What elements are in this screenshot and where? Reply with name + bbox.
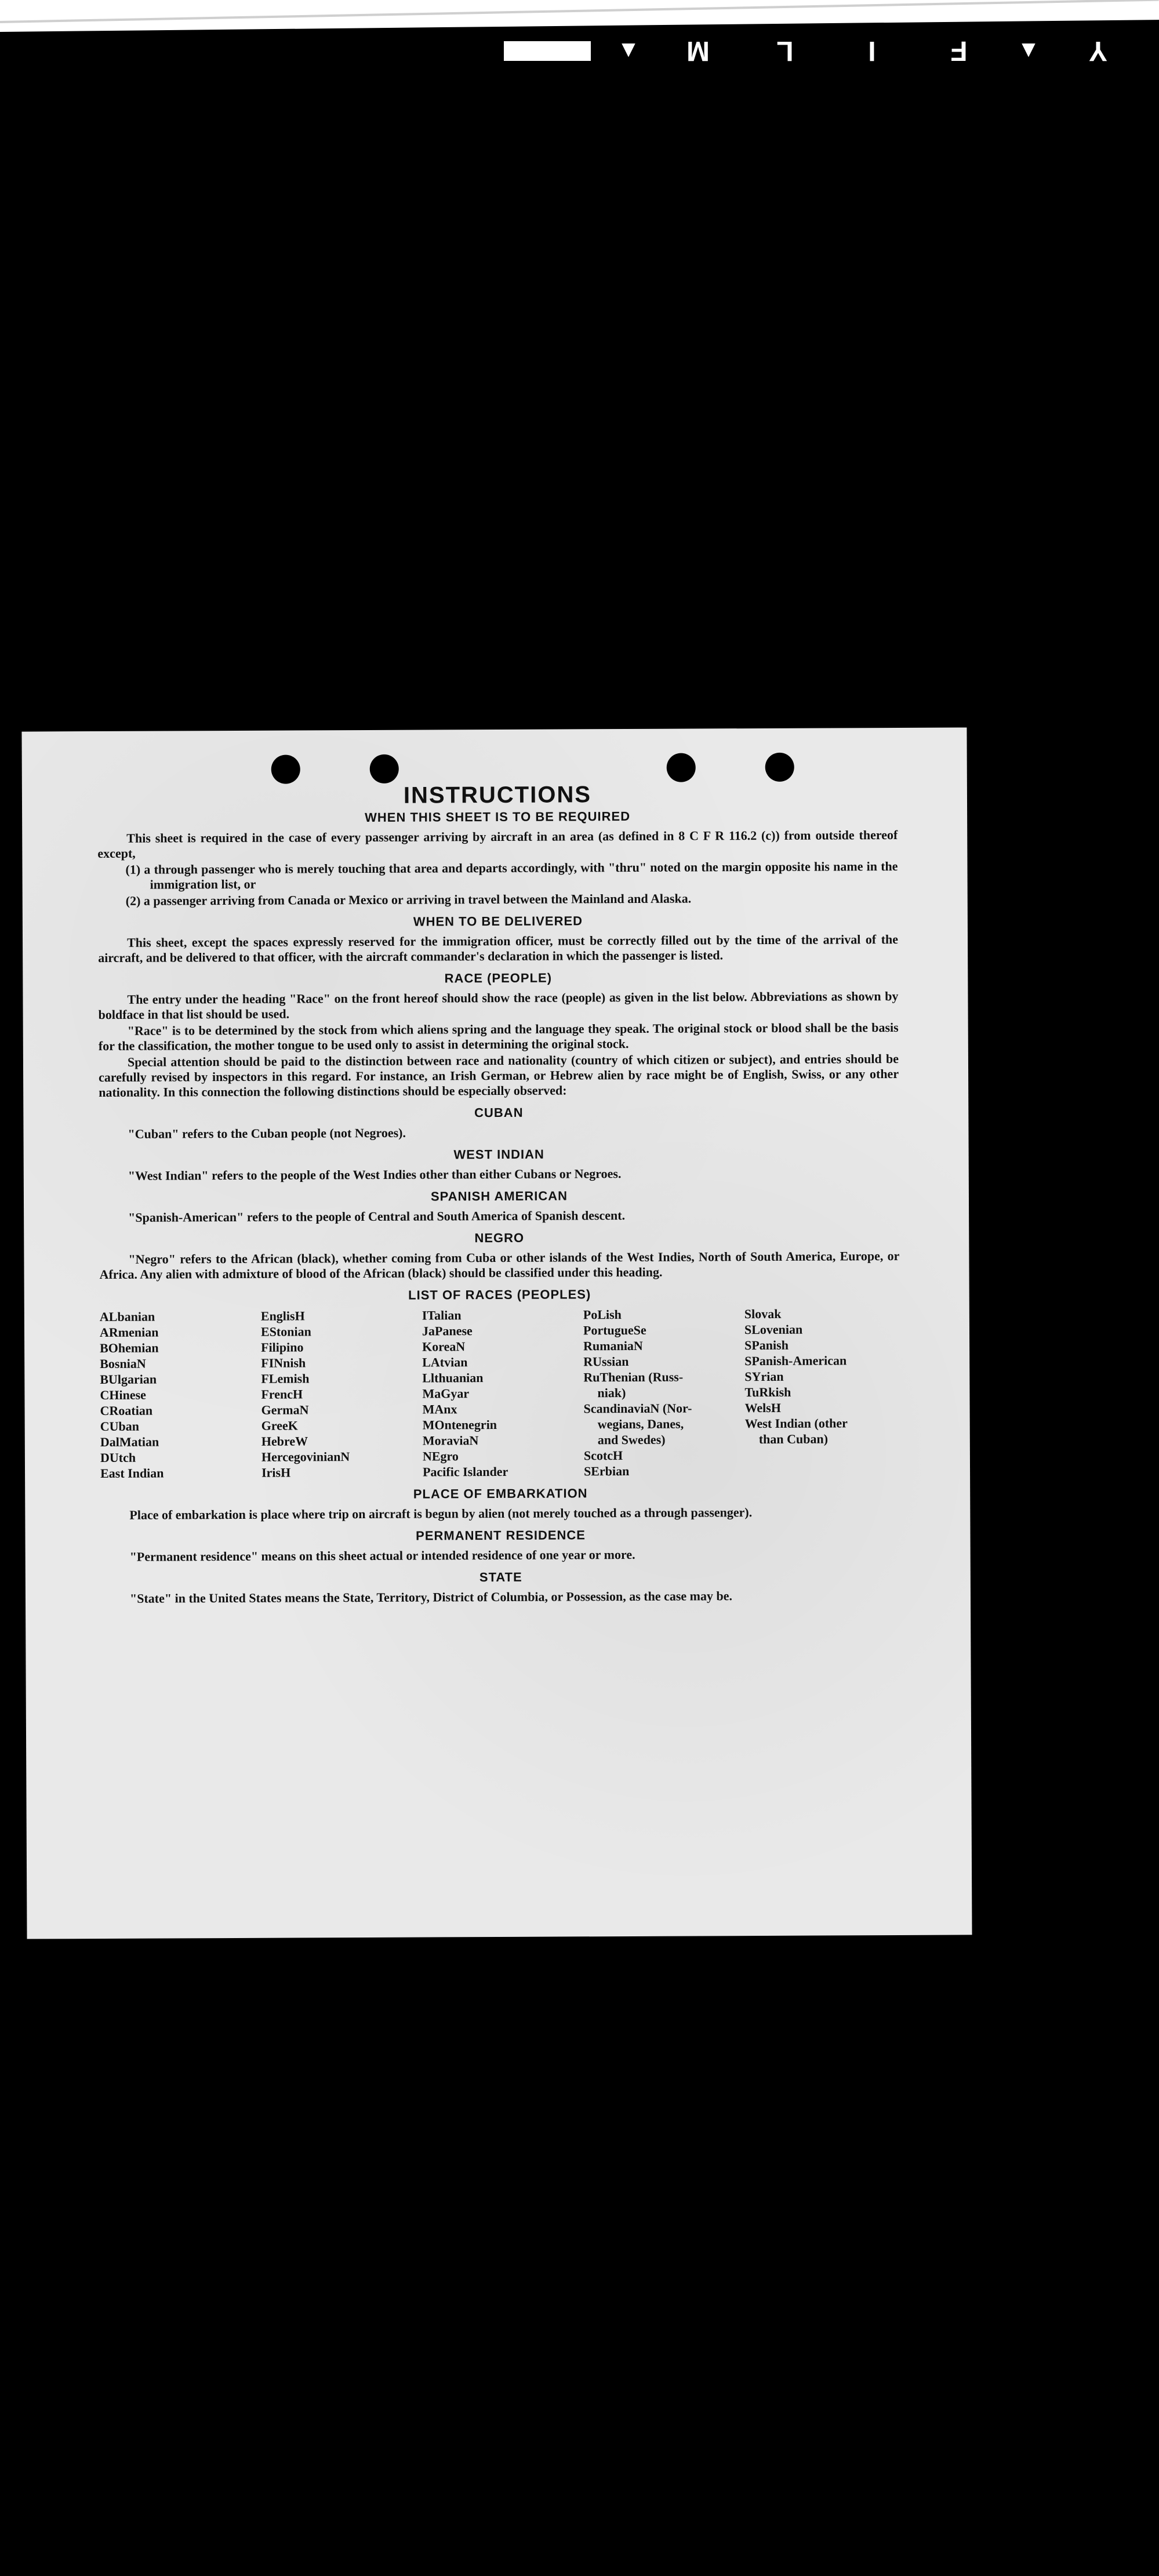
race-entry: FINnish — [261, 1355, 306, 1370]
section-paragraph: The entry under the heading "Race" on the front hereof should show the race (people) as given in the list below. Abbreviations as shown by boldface in that list should be used. — [98, 988, 899, 1022]
section-paragraph: Special attention should be paid to the distinction between race and nationality (country of which citizen or subject), and entries should be carefully revised by inspectors in this regard. For instance, an Irish German, or Hebrew alien by race might be of English, Swiss, or any other nationality. In this connection the following distinctions should be especially observed: — [99, 1051, 899, 1100]
race-entry: MaGyar — [422, 1386, 470, 1401]
race-entry: MAnx — [422, 1402, 457, 1417]
section-paragraph: "Race" is to be determined by the stock from which aliens spring and the language they speak. The original stock or blood shall be the basis for the classification, the mother tongue to be used only to assist in determining the original stock. — [98, 1019, 899, 1053]
race-entry: ALbanian — [99, 1309, 155, 1324]
section-paragraph: "Spanish-American" refers to the people of Central and South America of Spanish descent. — [128, 1208, 626, 1225]
race-entry: CUban — [100, 1418, 139, 1434]
film-triangle-icon: ▲ — [617, 38, 640, 64]
section-paragraph: "West Indian" refers to the people of the West Indies other than either Cubans or Negroes. — [128, 1166, 622, 1183]
film-strip-markings — [504, 35, 1142, 67]
section-heading: CUBAN — [474, 1105, 524, 1120]
section-paragraph: "State" in the United States means the State, Territory, District of Columbia, or Possession, as the case may be. — [129, 1588, 733, 1606]
section-paragraph: This sheet, except the spaces expressly reserved for the immigration officer, must be correctly filled out by the time of the arrival of the aircraft, and be delivered to that officer, with the aircraft commander's declaration in which the passenger is listed. — [98, 931, 899, 965]
section-heading: SPANISH AMERICAN — [430, 1188, 568, 1204]
races-list — [100, 1305, 900, 1481]
race-entry: JaPanese — [422, 1323, 473, 1338]
races-column — [422, 1307, 578, 1479]
film-letter-y: Y — [1089, 35, 1108, 66]
race-entry: RumaniaN — [583, 1338, 643, 1354]
section-heading: WEST INDIAN — [453, 1146, 544, 1162]
race-entry: FrencH — [261, 1387, 303, 1402]
race-entry: GreeK — [261, 1418, 298, 1433]
race-entry: MoraviaN — [422, 1433, 479, 1448]
race-entry: RUssian — [583, 1354, 629, 1369]
race-entry: wegians, Danes, — [597, 1416, 684, 1432]
race-entry: Llthuanian — [422, 1370, 484, 1385]
document-page — [21, 727, 972, 1939]
race-entry: CHinese — [100, 1387, 146, 1402]
race-entry: MOntenegrin — [422, 1417, 497, 1432]
race-entry: IrisH — [261, 1465, 291, 1480]
races-column — [100, 1308, 256, 1481]
race-entry: PortugueSe — [583, 1322, 646, 1338]
races-column — [744, 1305, 900, 1478]
race-entry: GermaN — [261, 1402, 309, 1417]
punch-hole — [765, 753, 794, 782]
race-entry: SLovenian — [744, 1322, 803, 1337]
races-heading: LIST OF RACES (PEOPLES) — [408, 1287, 591, 1302]
exception-item: (1) a through passenger who is merely touching that area and departs accordingly, with "thru" noted on the margin opposite his name in the immigration list, or — [125, 858, 898, 892]
punch-hole — [667, 753, 696, 782]
race-entry: EStonian — [260, 1324, 311, 1339]
film-letter-m: M — [686, 35, 710, 66]
race-entry: HebreW — [261, 1434, 308, 1449]
race-entry: RuThenian (Russ- — [583, 1369, 684, 1385]
section-paragraph: "Cuban" refers to the Cuban people (not Negroes). — [128, 1125, 406, 1141]
race-entry: ITalian — [422, 1308, 462, 1323]
race-entry: KoreaN — [422, 1339, 466, 1354]
race-entry: WelsH — [744, 1400, 781, 1416]
race-entry: TuRkish — [744, 1384, 791, 1400]
race-entry: West Indian (other — [744, 1416, 848, 1431]
instruction-sections — [97, 808, 900, 1282]
race-entry: BOhemian — [100, 1340, 159, 1355]
section-paragraph: Place of embarkation is place where trip on aircraft is begun by alien (not merely touched as a through passenger). — [129, 1505, 753, 1522]
race-entry: BUlgarian — [100, 1372, 157, 1387]
page-title: INSTRUCTIONS — [403, 782, 592, 808]
race-entry: SErbian — [583, 1464, 630, 1479]
punch-hole — [271, 754, 300, 783]
race-entry: FLemish — [261, 1371, 310, 1386]
race-entry: SYrian — [744, 1369, 784, 1384]
races-column — [261, 1308, 417, 1481]
section-paragraph: "Negro" refers to the African (black), whether coming from Cuba or other islands of the West Indies, North of South America, Europe, or Africa. Any alien with admixture of blood of the African (black) should be classified under this heading. — [99, 1248, 900, 1282]
race-entry: and Swedes) — [597, 1432, 666, 1447]
section-heading: WHEN TO BE DELIVERED — [413, 913, 583, 929]
race-entry: Slovak — [744, 1306, 782, 1322]
section-heading: PLACE OF EMBARKATION — [413, 1486, 588, 1501]
race-entry: ScotcH — [583, 1448, 623, 1463]
section-heading: PERMANENT RESIDENCE — [416, 1528, 586, 1543]
section-heading: NEGRO — [474, 1230, 525, 1246]
race-entry: LAtvian — [422, 1355, 468, 1370]
instructions-content — [97, 782, 901, 1608]
section-paragraph: "Permanent residence" means on this sheet actual or intended residence of one year or more. — [129, 1547, 635, 1564]
race-entry: Pacific Islander — [422, 1464, 508, 1479]
film-edge-fill — [0, 0, 1159, 32]
race-entry: SPanish — [744, 1337, 789, 1353]
race-entry: ARmenian — [99, 1325, 159, 1340]
race-entry: niak) — [597, 1385, 626, 1401]
race-entry: BosniaN — [100, 1356, 146, 1371]
film-square-mark — [504, 41, 591, 61]
race-entry: ScandinaviaN (Nor- — [583, 1401, 692, 1416]
film-letter-f: F — [950, 35, 968, 66]
race-entry: East Indian — [100, 1465, 164, 1481]
races-column — [583, 1306, 739, 1479]
race-entry: NEgro — [422, 1449, 459, 1464]
film-strip — [0, 0, 1159, 64]
race-entry: PoLish — [583, 1307, 622, 1322]
race-entry: DUtch — [100, 1450, 136, 1465]
exception-item: (2) a passenger arriving from Canada or Mexico or arriving in travel between the Mainland and Alaska. — [125, 891, 692, 908]
race-entry: EnglisH — [260, 1308, 305, 1323]
section-heading: RACE (PEOPLE) — [444, 970, 553, 986]
film-letter-i: I — [868, 35, 876, 66]
race-entry: CRoatian — [100, 1403, 153, 1418]
film-letter-l: L — [776, 35, 794, 66]
punch-hole — [370, 754, 399, 783]
race-entry: DalMatian — [100, 1434, 159, 1449]
tail-sections — [100, 1485, 901, 1606]
section-paragraph: This sheet is required in the case of every passenger arriving by aircraft in an area (as defined in 8 C F R 116.2 (c)) from outside thereof except, — [97, 827, 898, 861]
race-entry: SPanish-American — [744, 1353, 847, 1369]
film-triangle-icon: ▲ — [1017, 38, 1040, 64]
race-entry: HercegovinianN — [261, 1449, 350, 1464]
race-entry: than Cuban) — [758, 1431, 829, 1447]
section-heading: STATE — [479, 1569, 522, 1585]
race-entry: Filipino — [261, 1340, 304, 1355]
section-heading: WHEN THIS SHEET IS TO BE REQUIRED — [365, 808, 631, 825]
